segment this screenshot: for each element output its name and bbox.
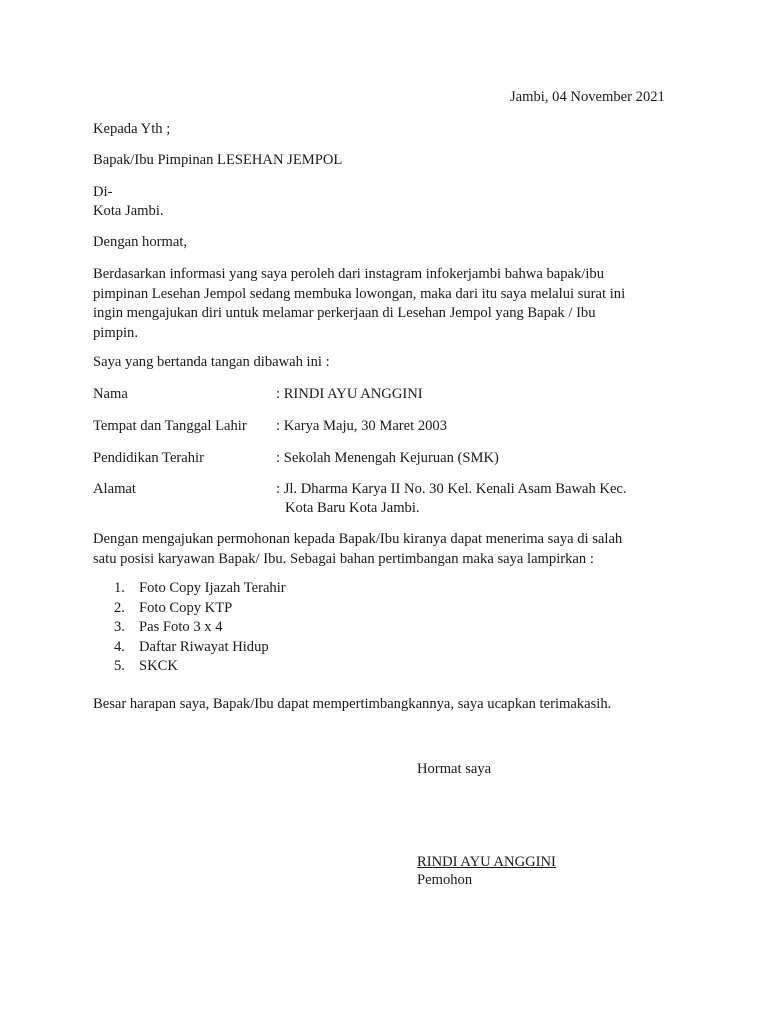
undersigned-line: Saya yang bertanda tangan dibawah ini :	[93, 354, 330, 370]
city-line: Kota Jambi.	[93, 203, 164, 219]
field-label-address: Alamat	[93, 481, 136, 497]
signer-role: Pemohon	[417, 872, 473, 888]
addressee: Bapak/Ibu Pimpinan LESEHAN JEMPOL	[93, 152, 343, 168]
regards: Hormat saya	[417, 761, 492, 777]
list-text: Pas Foto 3 x 4	[139, 619, 223, 635]
request-line: satu posisi karyawan Bapak/ Ibu. Sebagai bahan pertimbangan maka saya lampirkan :	[93, 550, 594, 567]
di-line: Di-	[93, 184, 113, 200]
to-line: Kepada Yth ;	[93, 121, 171, 137]
field-label-education: Pendidikan Terahir	[93, 450, 204, 466]
intro-line: ingin mengajukan diri untuk melamar perkerjaan di Lesehan Jempol yang Bapak / Ibu	[93, 305, 596, 321]
request-line: Dengan mengajukan permohonan kepada Bapak/Ibu kiranya dapat menerima saya di salah	[93, 531, 623, 547]
signer-name: RINDI AYU ANGGINI	[417, 854, 556, 870]
list-number: 4.	[114, 638, 125, 655]
intro-line: pimpinan Lesehan Jempol sedang membuka lowongan, maka dari itu saya melalui surat ini	[93, 285, 626, 302]
list-text: Foto Copy KTP	[139, 599, 233, 616]
list-number: 1.	[114, 580, 125, 596]
place-date: Jambi, 04 November 2021	[510, 89, 665, 105]
list-number: 2.	[114, 599, 125, 616]
field-value-address: : Jl. Dharma Karya II No. 30 Kel. Kenali Asam Bawah Kec.	[276, 481, 627, 497]
field-value-address-line2: Kota Baru Kota Jambi.	[285, 500, 420, 516]
list-text: SKCK	[139, 658, 178, 674]
field-value-name: : RINDI AYU ANGGINI	[276, 386, 423, 402]
field-value-education: : Sekolah Menengah Kejuruan (SMK)	[276, 450, 499, 466]
field-label-birth: Tempat dan Tanggal Lahir	[93, 418, 247, 434]
list-number: 5.	[114, 658, 125, 674]
intro-line: pimpin.	[93, 324, 138, 341]
intro-line: Berdasarkan informasi yang saya peroleh dari instagram infokerjambi bahwa bapak/ibu	[93, 266, 605, 282]
closing-line: Besar harapan saya, Bapak/Ibu dapat mempertimbangkannya, saya ucapkan terimakasih.	[93, 696, 612, 712]
list-text: Foto Copy Ijazah Terahir	[139, 580, 286, 596]
field-value-birth: : Karya Maju, 30 Maret 2003	[276, 418, 448, 434]
greeting: Dengan hormat,	[93, 234, 188, 250]
field-label-name: Nama	[93, 386, 128, 402]
list-text: Daftar Riwayat Hidup	[139, 638, 269, 655]
list-number: 3.	[114, 619, 125, 635]
